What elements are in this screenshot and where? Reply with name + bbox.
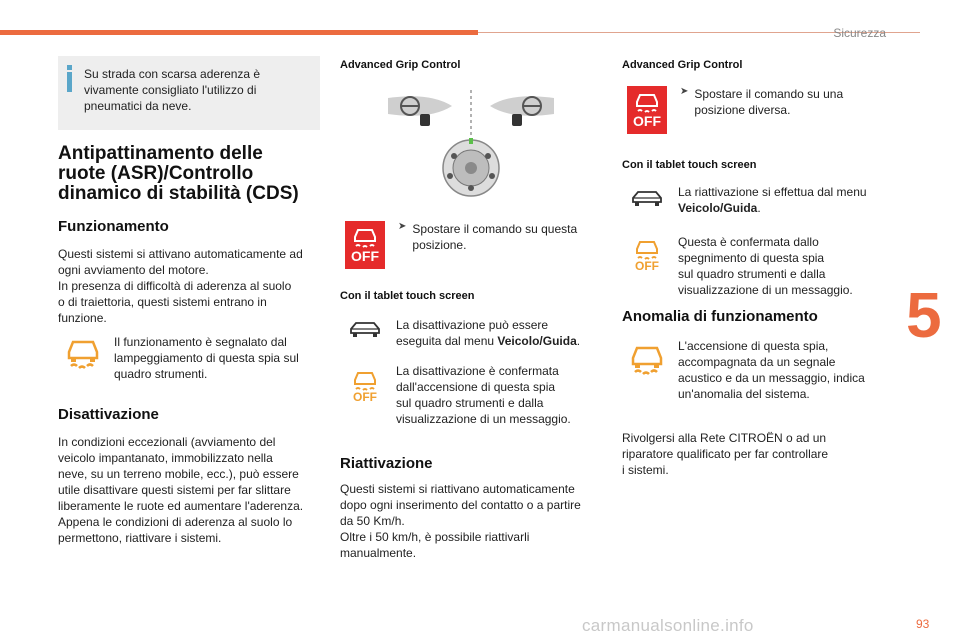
car-outline-icon-3 — [630, 188, 664, 208]
confirm-text-3: Questa è confermata dallo spegnimento di questa spia sul quadro strumenti e dalla visualizzazione di un messaggio. — [678, 235, 853, 297]
watermark: carmanualsonline.info — [582, 616, 754, 635]
skid-off-orange-icon-3 — [634, 240, 660, 260]
bullet-arrow-icon-3: ➤ — [680, 86, 689, 97]
column-1 — [58, 56, 320, 546]
rotary-knob-icon — [443, 138, 499, 196]
chapter-number: 5 — [906, 279, 942, 351]
funz-icon-row — [58, 334, 320, 382]
bullet-arrow-icon: ➤ — [398, 221, 407, 232]
column-3 — [622, 56, 892, 478]
steering-wheel-left-icon — [388, 96, 452, 126]
tablet-text: La disattivazione può essere eseguita dal menu Veicolo/Guida. — [396, 318, 581, 348]
esc-off-red-badge — [345, 221, 385, 269]
menu-name-3: Veicolo/Guida — [678, 201, 758, 215]
section-name: Sicurezza — [833, 26, 886, 40]
menu-name: Veicolo/Guida — [497, 334, 577, 348]
info-text: Su strada con scarsa aderenza è vivamente consigliato l'utilizzo di pneumatici da neve. — [84, 67, 261, 113]
column-2 — [340, 56, 602, 561]
tablet-row — [340, 317, 602, 349]
skid-off-orange-icon — [352, 371, 378, 391]
confirm-row-3 — [622, 234, 892, 298]
move-row — [340, 221, 602, 269]
heading-tablet: Con il tablet touch screen — [340, 290, 475, 302]
move-row-3 — [622, 86, 892, 134]
fault-text: Rivolgersi alla Rete CITROËN o ad un riparatore qualificato per far controllare i sistemi. — [622, 431, 829, 477]
info-icon — [63, 65, 77, 93]
heading-tablet-3: Con il tablet touch screen — [622, 159, 757, 171]
funz-icon-text: Il funzionamento è segnalato dal lampeggiamento di questa spia sul quadro strumenti. — [114, 335, 299, 381]
heading-agc: Advanced Grip Control — [340, 59, 461, 71]
info-box — [58, 56, 320, 130]
heading-anomalia: Anomalia di funzionamento — [622, 308, 818, 325]
move-text: Spostare il comando su questa posizione. — [412, 222, 578, 252]
esc-off-red-badge-3 — [627, 86, 667, 134]
heading-agc-3: Advanced Grip Control — [622, 59, 743, 71]
funz-text: Questi sistemi si attivano automaticamente ad ogni avviamento del motore. In presenza di difficoltà di aderenza al suolo o di traiettoria, questi sistemi entrano in funzione. — [58, 247, 303, 325]
dis-text: In condizioni eccezionali (avviamento del veicolo impantanato, immobilizzato nella neve, su un terreno mobile, ecc.), può essere utile disattivare questi sistemi per far slittare liberamente le ruote ed aumentare l'aderenza. Appena le condizioni di aderenza al suolo lo permettono, riattivare i sistemi. — [58, 435, 304, 545]
car-outline-icon — [348, 319, 382, 339]
skid-off-icon — [352, 228, 378, 248]
off-orange-label: OFF — [353, 390, 377, 404]
steering-wheel-right-icon — [490, 96, 554, 126]
page-title: Antipattinamento delle ruote (ASR)/Controllo dinamico di stabilità (CDS) — [58, 143, 299, 204]
confirm-row — [340, 363, 602, 427]
off-label: OFF — [351, 247, 379, 264]
riatt-text: Questi sistemi si riattivano automaticamente dopo ogni inserimento del contatto o a partire da 50 Km/h. Oltre i 50 km/h, è possibile riattivarli manualmente. — [340, 482, 581, 560]
skid-fault-icon — [629, 344, 665, 380]
fault-row — [622, 338, 892, 402]
skid-off-icon-3 — [634, 93, 660, 113]
heading-riattivazione: Riattivazione — [340, 455, 433, 472]
skid-warning-icon — [65, 338, 101, 374]
off-label-3: OFF — [633, 112, 661, 129]
tablet-text-3: La riattivazione si effettua dal menu Veicolo/Guida. — [678, 185, 867, 215]
move-text-3: Spostare il comando su una posizione diversa. — [694, 87, 844, 117]
heading-funzionamento: Funzionamento — [58, 218, 169, 235]
off-orange-label-3: OFF — [635, 259, 659, 273]
confirm-text: La disattivazione è confermata dall'accensione di questa spia sul quadro strumenti e dalla visualizzazione di un messaggio. — [396, 364, 571, 426]
heading-disattivazione: Disattivazione — [58, 406, 159, 423]
tablet-row-3 — [622, 184, 892, 216]
grip-control-knob-illustration — [340, 90, 602, 202]
header-accent-bar — [0, 30, 478, 35]
page-number: 93 — [916, 617, 930, 631]
fault-icon-text: L'accensione di questa spia, accompagnata da un segnale acustico e da un messaggio, indica un'anomalia del sistema. — [678, 339, 865, 401]
